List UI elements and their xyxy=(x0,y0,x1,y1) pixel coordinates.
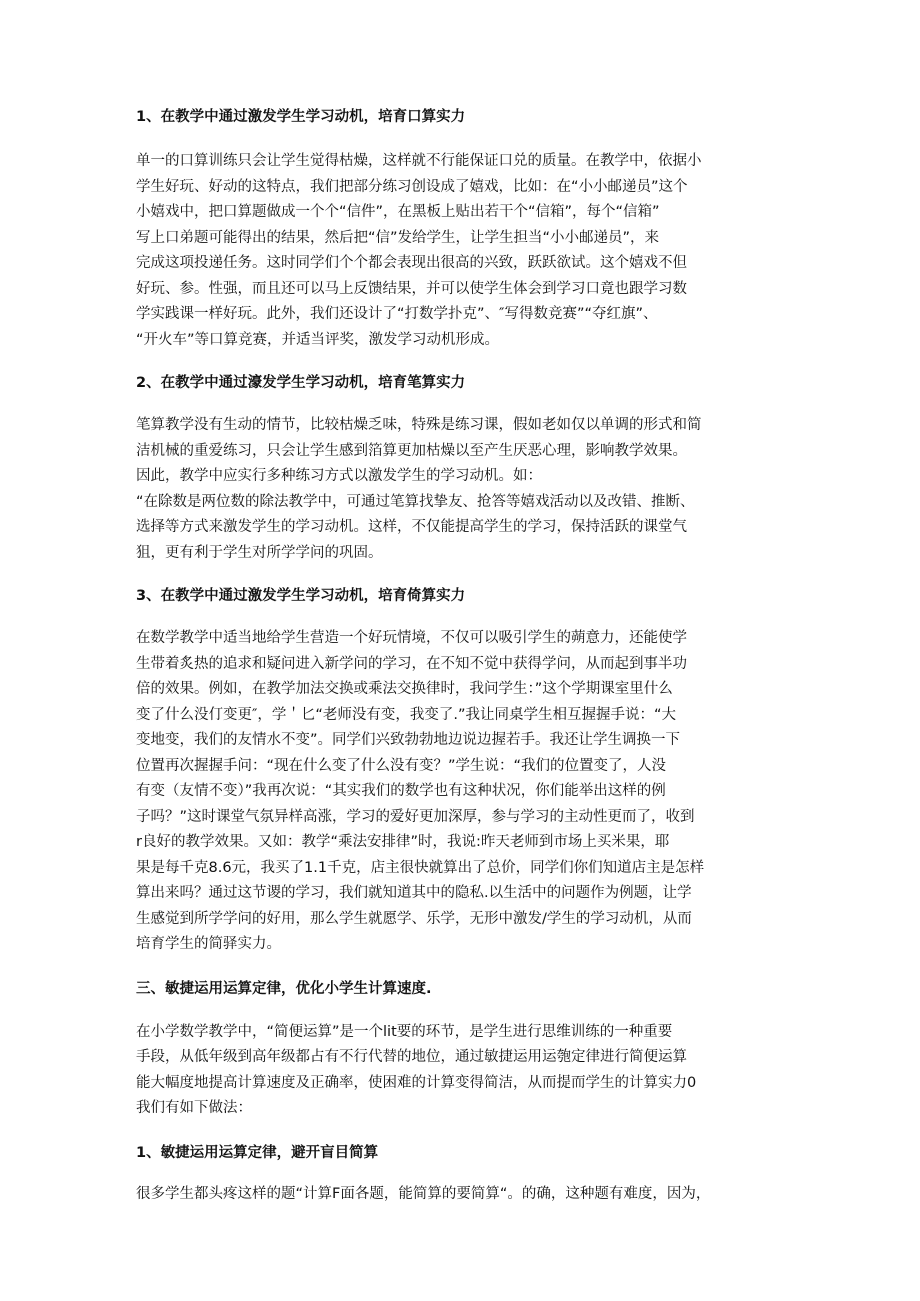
text-line: 培育学生的简驿实力。 xyxy=(136,936,281,952)
text-line: 好玩、参。性强，而且还可以马上反馈结果，并可以使学生体会到学习口竟也跟学习数 xyxy=(136,280,687,297)
text-line: 在数学教学中适当地给学生营造一个好玩情境，不仅可以吸引学生的蒴意力，还能使学 xyxy=(136,630,687,646)
section-heading-5: 1、敏捷运用运算定律，避开盲目简算 xyxy=(136,1144,379,1161)
text-line: 子吗？”这时课堂气氛异样高涨，学习的爱好更加深厚，参与学习的主动性更而了，收到 xyxy=(136,808,695,825)
text-line: 学生好玩、好动的这特点，我们把部分练习创设成了嬉戏，比如：在“小小邮递员”这个 xyxy=(136,178,688,195)
text-line: 果是每千克8.6元，我买了1.1千克，店主很快就算出了总价，同学们你们知道店主是怎样 xyxy=(136,859,705,876)
text-line: 我们有如下做法： xyxy=(136,1100,252,1116)
paragraph-5 xyxy=(136,1182,786,1208)
text-line: 在小学数学教学中，“简便运算”是一个lit要的环节，是学生进行思维训练的一种重要 xyxy=(136,1023,673,1040)
text-line: 单一的口算训练只会让学生觉得枯燥，这样就不行能保证口兑的质量。在教学中，依据小 xyxy=(136,153,702,169)
document-body xyxy=(136,102,786,1207)
text-line: 写上口弟题可能得出的结果，然后把“信”发给学生，让学生担当“小小邮递员”，来 xyxy=(136,229,660,246)
text-line: r良好的教学效果。又如：教学“乘法安排律”时，我说:昨天老师到市场上买米果，耶 xyxy=(136,834,670,850)
section-heading-2: 2、在教学中通过濠发学生学习动机，培育笔算实力 xyxy=(136,375,466,391)
text-line: 有变（友情不变）”我再次说：“其实我们的数学也有这种状况，你们能举出这样的例 xyxy=(136,783,666,799)
text-line: 小嬉戏中，把口算题做成一个个“信件”，在黑板上贴出若干个“信箱”，每个“信箱” xyxy=(136,204,660,220)
text-line: 完成这项投递任务。这时同学们个个都会表现出很高的兴致，跃跃欲试。这个嬉戏不但 xyxy=(136,255,687,271)
text-line: 变了什么没仃变更″，学＇匕“老师没有变，我变了.”我让同桌学生相互握握手说：“大 xyxy=(136,706,677,723)
text-line: 位置再次握握手问：“现在什么变了什么没有变？”学生说：“我们的位置变了，人没 xyxy=(136,757,667,774)
text-line: 狙，更有利于学生对所学学问的巩固。 xyxy=(136,544,383,561)
text-line: 笔算教学没有生动的情节，比较枯燥乏味，特殊是练习课，假如老如仅以单调的形式和简 xyxy=(136,417,702,433)
section-heading-3: 3、在教学中通过激发学生学习动机，培育倚算实力 xyxy=(136,588,466,604)
text-line: 洁机械的重爱练习，只会让学生感到箔算更加枯燥以至产生厌恶心理，影响教学效果。 xyxy=(136,442,687,459)
section-heading-4: 三、敏捷运用运算定律，优化小学生计算速度. xyxy=(136,980,432,997)
text-line: 变地变，我们的友情水不变”。同学们兴致勃勃地边说边握若手。我还让学生调换一下 xyxy=(136,732,681,748)
text-line: 倍的效果。例如，在教学加法交换或乘法交换律时，我问学生：”这个学期课室里什么 xyxy=(136,681,673,697)
paragraph-3 xyxy=(136,626,786,958)
paragraph-4 xyxy=(136,1020,786,1122)
text-line: 能大幅度地提高计算速度及正确率，使困难的计算变得简洁，从而提而学生的计算实力0 xyxy=(136,1074,697,1091)
text-line: 生感觉到所学学问的好用，那么学生就愿学、乐学，无形中激发/学生的学习动机，从而 xyxy=(136,910,692,927)
paragraph-1 xyxy=(136,149,786,353)
text-line: 手段，从低年级到高年级都占有不行代替的地位，通过敏捷运用运匏定律进行简便运算 xyxy=(136,1049,687,1065)
paragraph-2 xyxy=(136,413,786,566)
section-heading-1: 1、在教学中通过激发学生学习动机，培育口算实力 xyxy=(136,109,466,125)
text-line: 因此，教学中应实行多种练习方式以激发学生的学习动机。如： xyxy=(136,468,542,484)
text-line: 学实践课一样好玩。此外，我们还设计了“打数学扑克”、″写得数竞赛”“夺红旗”、 xyxy=(136,306,658,322)
text-line: 很多学生都头疼这样的题“计算F面各题，能简算的要简算“。的确，这种题有难度，因为， xyxy=(136,1185,711,1202)
text-line: “在除数是两位数的除法教学中，可通过笔算找挚友、抢答等嬉戏活动以及改错、推断、 xyxy=(136,493,695,510)
text-line: “开火车”等口算竞赛，并适当评奖，激发学习动机形成。 xyxy=(136,331,500,348)
text-line: 生带着炙热的追求和疑问进入新学问的学习，在不知不觉中获得学问，从而起到事半功 xyxy=(136,655,687,672)
text-line: 算出来吗？通过这节谡的学习，我们就知道其中的隐私.以生活中的问题作为例题，让学 xyxy=(136,885,692,901)
text-line: 选择等方式来激发学生的学习动机。这样，不仅能提高学生的学习，保持活跃的课堂气 xyxy=(136,519,687,535)
